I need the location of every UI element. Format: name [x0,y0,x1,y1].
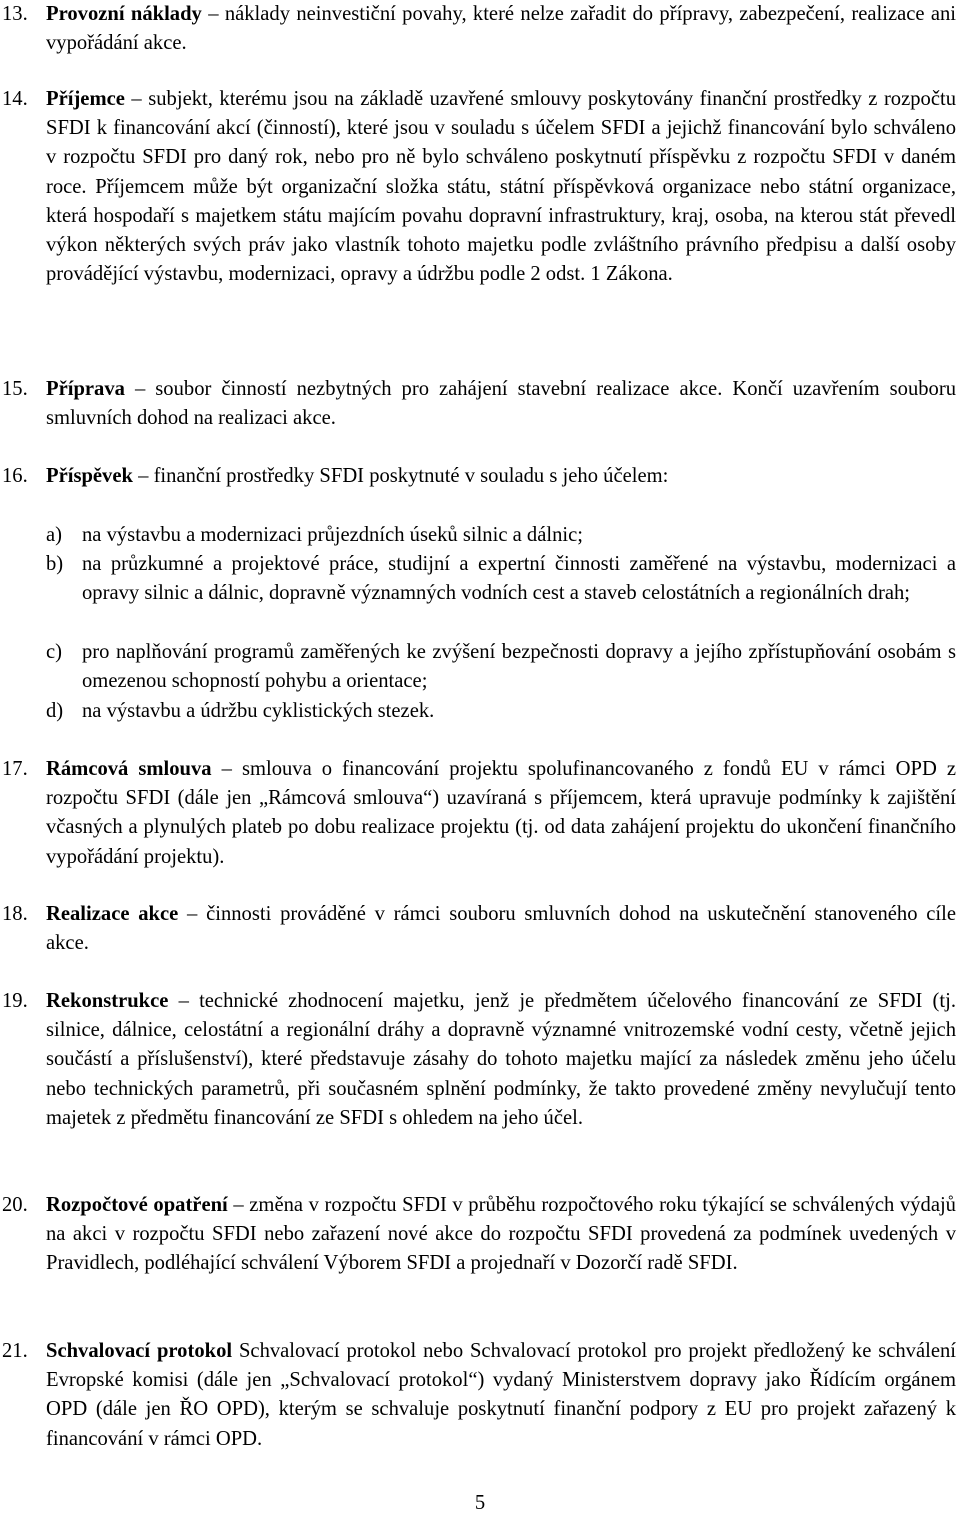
subitem-letter: c) [46,641,62,663]
subitem-text: na průzkumné a projektové práce, studijní a expertní činnosti zaměřené na výstavbu, modernizaci a opravy silnic a dálnic, dopravně významných vodních cest a staveb celostátních a regionálních drah; [82,553,956,605]
item-description: činnosti prováděné v rámci souboru smluvních dohod na uskutečnění stanoveného cíle akce. [46,903,956,955]
item-description: změna v rozpočtu SFDI v průběhu rozpočtového roku týkající se schválených výdajů na akci v rozpočtu SFDI nebo zařazení nové akce do rozpočtu SFDI provedená za podmínek uvedených v Pravidlech, podléhající schválení Výborem SFDI a projednaří v Dozorčí radě SFDI. [46,1194,956,1275]
subitem-letter: b) [46,553,64,575]
item-number: 13. [2,3,28,25]
item-term: Realizace akce [46,903,179,925]
subitem-letter: a) [46,524,62,546]
definition-item-18 [0,900,960,958]
item-number: 18. [2,903,28,925]
definition-item-21 [0,1337,960,1454]
item-term: Příspěvek [46,465,133,487]
item-text: Provozní náklady – náklady neinvestiční povahy, které nelze zařadit do přípravy, zabezpečení, realizace ani vypořádání akce. [46,3,956,55]
subitem-c [0,638,960,696]
item-term: Příprava [46,378,125,400]
item-number: 14. [2,88,28,110]
subitem-text: na výstavbu a modernizaci průjezdních úseků silnic a dálnic; [82,524,583,546]
item-term: Rozpočtové opatření [46,1194,228,1216]
item-text: Rozpočtové opatření – změna v rozpočtu SFDI v průběhu rozpočtového roku týkající se schválených výdajů na akci v rozpočtu SFDI nebo zařazení nové akce do rozpočtu SFDI provedená za podmínek uvedených v Pravidlech, podléhající schválení Výborem SFDI a projednaří v Dozorčí radě SFDI. [46,1194,956,1275]
item-description: smlouva o financování projektu spolufinancovaného z fondů EU v rámci OPD z rozpočtu SFDI (dále jen „Rámcová smlouva“) uzavíraná s příjemcem, která upravuje podmínky k zajištění včasných a plynulých plateb po dobu realizace projektu (tj. od data zahájení projektu do ukončení finančního vypořádání projektu). [46,758,956,868]
item-text [46,1337,956,1454]
item-number: 19. [2,990,28,1012]
item-number: 20. [2,1194,28,1216]
subitem-d [0,697,960,726]
item-text: Příprava – soubor činností nezbytných pro zahájení stavební realizace akce. Končí uzavřením souboru smluvních dohod na realizaci akce. [46,378,956,430]
item-description: finanční prostředky SFDI poskytnuté v souladu s jeho účelem: [153,465,669,487]
definition-item-14 [0,85,960,289]
item-number: 16. [2,465,28,487]
subitem-b [0,550,960,608]
item-number: 15. [2,378,28,400]
subitem-letter: d) [46,700,64,722]
item-number: 21. [2,1340,28,1362]
definition-item-13 [0,0,960,58]
item-description: Schvalovací protokol nebo Schvalovací protokol pro projekt předložený ke schválení Evropské komisi (dále jen „Schvalovací protokol“) vydaný Ministerstvem dopravy jako Řídícím orgánem OPD (dále jen ŘO OPD), kterým se schvaluje poskytnutí finanční podpory z EU pro projekt zařazený k financování v rámci OPD. [46,1340,956,1450]
item-description: soubor činností nezbytných pro zahájení stavební realizace akce. Končí uzavřením souboru smluvních dohod na realizaci akce. [46,378,956,430]
item-text: Rekonstrukce – technické zhodnocení majetku, jenž je předmětem účelového financování ze SFDI (tj. silnice, dálnice, celostátní a regionální dráhy a dopravně významné vnitrozemské vodní cesty, včetně jejich součástí a příslušenství), které představuje zásahy do tohoto majetku mající za následek změnu jeho účelu nebo technických parametrů, při současném splnění podmínky, že takto provedené změny nevylučují tento majetek z předmětu financování ze SFDI s ohledem na jeho účel. [46,990,956,1129]
definition-item-17 [0,755,960,872]
item-text: Příspěvek – finanční prostředky SFDI poskytnuté v souladu s jeho účelem: [46,465,669,487]
definition-item-15 [0,375,960,433]
item-number: 17. [2,758,28,780]
item-term: Schvalovací protokol [46,1340,233,1362]
item-term: Provozní náklady [46,3,202,25]
item-text: Příjemce – subjekt, kterému jsou na základě uzavřené smlouvy poskytovány finanční prostředky z rozpočtu SFDI k financování akcí (činností), které jsou v souladu s účelem SFDI a jejichž financování bylo schváleno v rozpočtu SFDI pro daný rok, nebo pro ně bylo schváleno poskytnutí příspěvku z rozpočtu SFDI v daném roce. Příjemcem může být organizační složka státu, státní příspěvková organizace nebo státní organizace, která hospodaří s majetkem státu majícím povahu dopravní infrastruktury, kraj, osoba, na kterou stát převedl výkon některých svých práv jako vlastník tohoto majetku podle zvláštního právního předpisu a další osoby provádějící výstavbu, modernizaci, opravy a údržbu podle 2 odst. 1 Zákona. [46,88,956,286]
definition-item-16 [0,462,960,491]
item-description: subjekt, kterému jsou na základě uzavřené smlouvy poskytovány finanční prostředky z rozpočtu SFDI k financování akcí (činností), které jsou v souladu s účelem SFDI a jejichž financování bylo schváleno v rozpočtu SFDI pro daný rok, nebo pro ně bylo schváleno poskytnutí příspěvku z rozpočtu SFDI v daném roce. Příjemcem může být organizační složka státu, státní příspěvková organizace nebo státní organizace, která hospodaří s majetkem státu majícím povahu dopravní infrastruktury, kraj, osoba, na kterou stát převedl výkon některých svých práv jako vlastník tohoto majetku podle zvláštního právního předpisu a další osoby provádějící výstavbu, modernizaci, opravy a údržbu podle 2 odst. 1 Zákona. [46,88,956,286]
subitem-a [0,521,960,550]
item-description: technické zhodnocení majetku, jenž je předmětem účelového financování ze SFDI (tj. silnice, dálnice, celostátní a regionální dráhy a dopravně významné vnitrozemské vodní cesty, včetně jejich součástí a příslušenství), které představuje zásahy do tohoto majetku mající za následek změnu jeho účelu nebo technických parametrů, při současném splnění podmínky, že takto provedené změny nevylučují tento majetek z předmětu financování ze SFDI s ohledem na jeho účel. [46,990,956,1129]
subitem-text: na výstavbu a údržbu cyklistických stezek. [82,700,435,722]
item-text: Realizace akce – činnosti prováděné v rámci souboru smluvních dohod na uskutečnění stanoveného cíle akce. [46,903,956,955]
item-text: Rámcová smlouva – smlouva o financování projektu spolufinancovaného z fondů EU v rámci OPD z rozpočtu SFDI (dále jen „Rámcová smlouva“) uzavíraná s příjemcem, která upravuje podmínky k zajištění včasných a plynulých plateb po dobu realizace projektu (tj. od data zahájení projektu do ukončení finančního vypořádání projektu). [46,758,956,868]
page-number: 5 [474,1492,486,1514]
subitem-text: pro naplňování programů zaměřených ke zvýšení bezpečnosti dopravy a jejího zpřístupňování osobám s omezenou schopností pohybu a orientace; [82,641,956,693]
item-term: Rámcová smlouva [46,758,212,780]
definition-item-19 [0,987,960,1133]
item-term: Rekonstrukce [46,990,169,1012]
item-description: náklady neinvestiční povahy, které nelze zařadit do přípravy, zabezpečení, realizace ani vypořádání akce. [46,3,956,55]
item-term: Příjemce [46,88,125,110]
definition-item-20 [0,1191,960,1279]
